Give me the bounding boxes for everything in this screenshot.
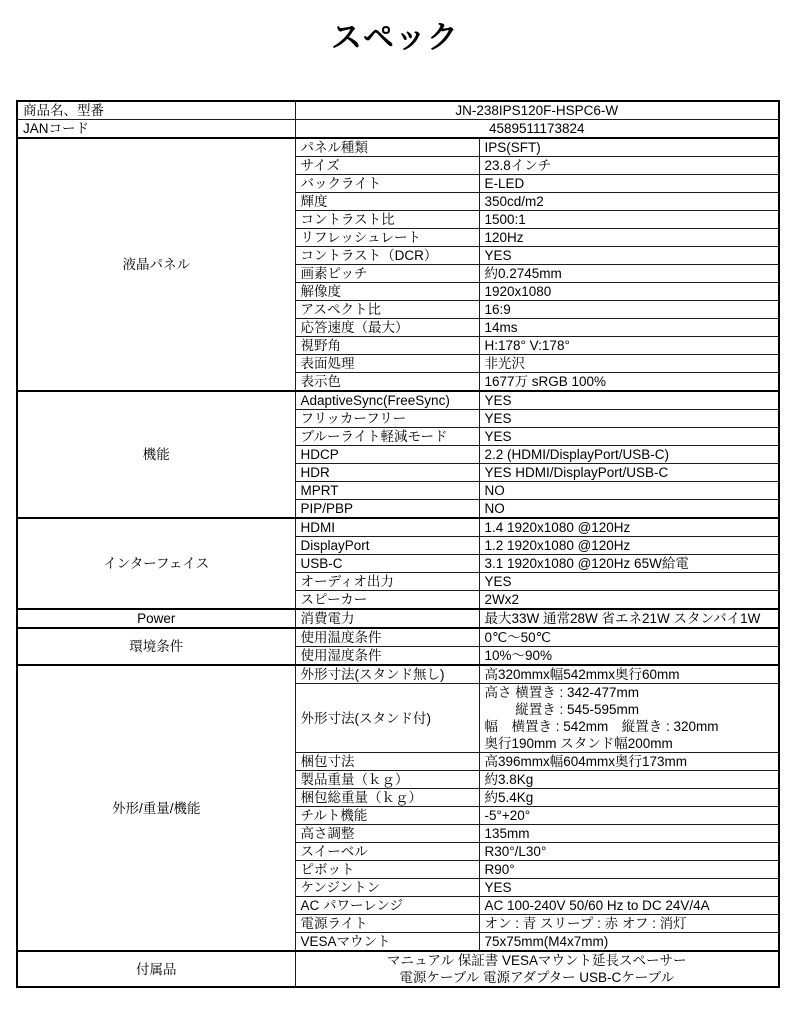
spec-label: AC パワーレンジ [295, 897, 479, 915]
table-row [17, 101, 779, 120]
spec-label: 梱包寸法 [295, 753, 479, 771]
spec-label: HDCP [295, 446, 479, 464]
spec-label: ケンジントン [295, 879, 479, 897]
spec-value: NO [479, 500, 779, 519]
spec-value [295, 951, 779, 987]
value-line: 幅 横置き : 542mm 縦置き : 320mm [484, 719, 719, 734]
table-row [17, 951, 779, 987]
spec-label: スピーカー [295, 591, 479, 610]
spec-value: YES [479, 410, 779, 428]
spec-label: HDMI [295, 518, 479, 537]
spec-value: オン : 青 スリープ : 赤 オフ : 消灯 [479, 915, 779, 933]
group-cell: 付属品 [17, 951, 295, 987]
spec-value: 1.2 1920x1080 @120Hz [479, 537, 779, 555]
spec-label: 電源ライト [295, 915, 479, 933]
spec-value: YES [479, 428, 779, 446]
spec-value: NO [479, 482, 779, 500]
spec-value: 120Hz [479, 229, 779, 247]
spec-value: 4589511173824 [295, 120, 779, 139]
spec-label: 輝度 [295, 193, 479, 211]
table-row [17, 391, 779, 410]
spec-label: MPRT [295, 482, 479, 500]
spec-label: 解像度 [295, 283, 479, 301]
spec-value: 3.1 1920x1080 @120Hz 65W給電 [479, 555, 779, 573]
spec-value: 1920x1080 [479, 283, 779, 301]
spec-value: 最大33W 通常28W 省エネ21W スタンバイ1W [479, 609, 779, 628]
spec-label: 外形寸法(スタンド無し) [295, 665, 479, 684]
spec-label: JANコード [17, 120, 295, 139]
spec-value: 16:9 [479, 301, 779, 319]
group-cell: 環境条件 [17, 628, 295, 665]
value-line: マニュアル 保証書 VESAマウント延長スペーサー [387, 953, 687, 968]
spec-label: 画素ピッチ [295, 265, 479, 283]
value-line: 縦置き : 545-595mm [484, 702, 640, 717]
page-title: スペック [331, 20, 459, 55]
spec-value: AC 100-240V 50/60 Hz to DC 24V/4A [479, 897, 779, 915]
spec-label: 表示色 [295, 373, 479, 392]
spec-value: YES [479, 879, 779, 897]
spec-label: ピボット [295, 861, 479, 879]
spec-label: オーディオ出力 [295, 573, 479, 591]
spec-value: 14ms [479, 319, 779, 337]
spec-label: アスペクト比 [295, 301, 479, 319]
spec-value: H:178° V:178° [479, 337, 779, 355]
table-row [17, 120, 779, 139]
spec-label: 梱包総重量（ｋｇ） [295, 789, 479, 807]
table-row [17, 138, 779, 157]
spec-value: IPS(SFT) [479, 138, 779, 157]
group-cell: 液晶パネル [17, 138, 295, 391]
spec-value: E-LED [479, 175, 779, 193]
spec-value: -5°+20° [479, 807, 779, 825]
value-line: 高さ 横置き : 342-477mm [484, 685, 640, 700]
spec-label: 使用温度条件 [295, 628, 479, 647]
spec-value: 約3.8Kg [479, 771, 779, 789]
spec-label: 製品重量（ｋｇ） [295, 771, 479, 789]
spec-value: 1677万 sRGB 100% [479, 373, 779, 392]
spec-value: R90° [479, 861, 779, 879]
spec-label: AdaptiveSync(FreeSync) [295, 391, 479, 410]
spec-value: 約0.2745mm [479, 265, 779, 283]
group-cell: インターフェイス [17, 518, 295, 609]
spec-label: サイズ [295, 157, 479, 175]
spec-label: 商品名、型番 [17, 101, 295, 120]
spec-value: YES [479, 391, 779, 410]
spec-label: 消費電力 [295, 609, 479, 628]
spec-value: 非光沢 [479, 355, 779, 373]
spec-value: 2Wx2 [479, 591, 779, 610]
spec-value: YES HDMI/DisplayPort/USB-C [479, 464, 779, 482]
spec-value: 10%～90% [479, 647, 779, 666]
group-cell: Power [17, 609, 295, 628]
spec-label: VESAマウント [295, 933, 479, 952]
spec-value: 高320mmx幅542mmx奥行60mm [479, 665, 779, 684]
spec-label: USB-C [295, 555, 479, 573]
spec-label: フリッカーフリー [295, 410, 479, 428]
spec-label: 使用湿度条件 [295, 647, 479, 666]
spec-label: 視野角 [295, 337, 479, 355]
spec-label: 外形寸法(スタンド付) [295, 684, 479, 753]
spec-label: DisplayPort [295, 537, 479, 555]
table-row [17, 628, 779, 647]
spec-value: 75x75mm(M4x7mm) [479, 933, 779, 952]
table-row [17, 609, 779, 628]
spec-value: 2.2 (HDMI/DisplayPort/USB-C) [479, 446, 779, 464]
table-row [17, 518, 779, 537]
spec-label: パネル種類 [295, 138, 479, 157]
spec-label: スイーベル [295, 843, 479, 861]
spec-value: 1500:1 [479, 211, 779, 229]
spec-value: 23.8インチ [479, 157, 779, 175]
spec-value: 約5.4Kg [479, 789, 779, 807]
value-line: 奥行190mm スタンド幅200mm [484, 736, 673, 751]
spec-value: R30°/L30° [479, 843, 779, 861]
spec-label: チルト機能 [295, 807, 479, 825]
spec-label: 高さ調整 [295, 825, 479, 843]
spec-value: YES [479, 573, 779, 591]
table-row [17, 665, 779, 684]
spec-label: PIP/PBP [295, 500, 479, 519]
spec-label: バックライト [295, 175, 479, 193]
spec-table [16, 100, 780, 988]
spec-label: ブルーライト軽減モード [295, 428, 479, 446]
spec-label: コントラスト（DCR） [295, 247, 479, 265]
spec-value: 0℃～50℃ [479, 628, 779, 647]
spec-label: 表面処理 [295, 355, 479, 373]
spec-value: 1.4 1920x1080 @120Hz [479, 518, 779, 537]
spec-value: 350cd/m2 [479, 193, 779, 211]
spec-value [479, 684, 779, 753]
spec-label: 応答速度（最大） [295, 319, 479, 337]
group-cell: 機能 [17, 391, 295, 518]
value-line: 電源ケーブル 電源アダプター USB-Cケーブル [399, 970, 675, 985]
spec-label: リフレッシュレート [295, 229, 479, 247]
spec-value: 高396mmx幅604mmx奥行173mm [479, 753, 779, 771]
group-cell: 外形/重量/機能 [17, 665, 295, 951]
spec-label: コントラスト比 [295, 211, 479, 229]
spec-label: HDR [295, 464, 479, 482]
spec-value: JN-238IPS120F-HSPC6-W [295, 101, 779, 120]
spec-value: 135mm [479, 825, 779, 843]
spec-value: YES [479, 247, 779, 265]
